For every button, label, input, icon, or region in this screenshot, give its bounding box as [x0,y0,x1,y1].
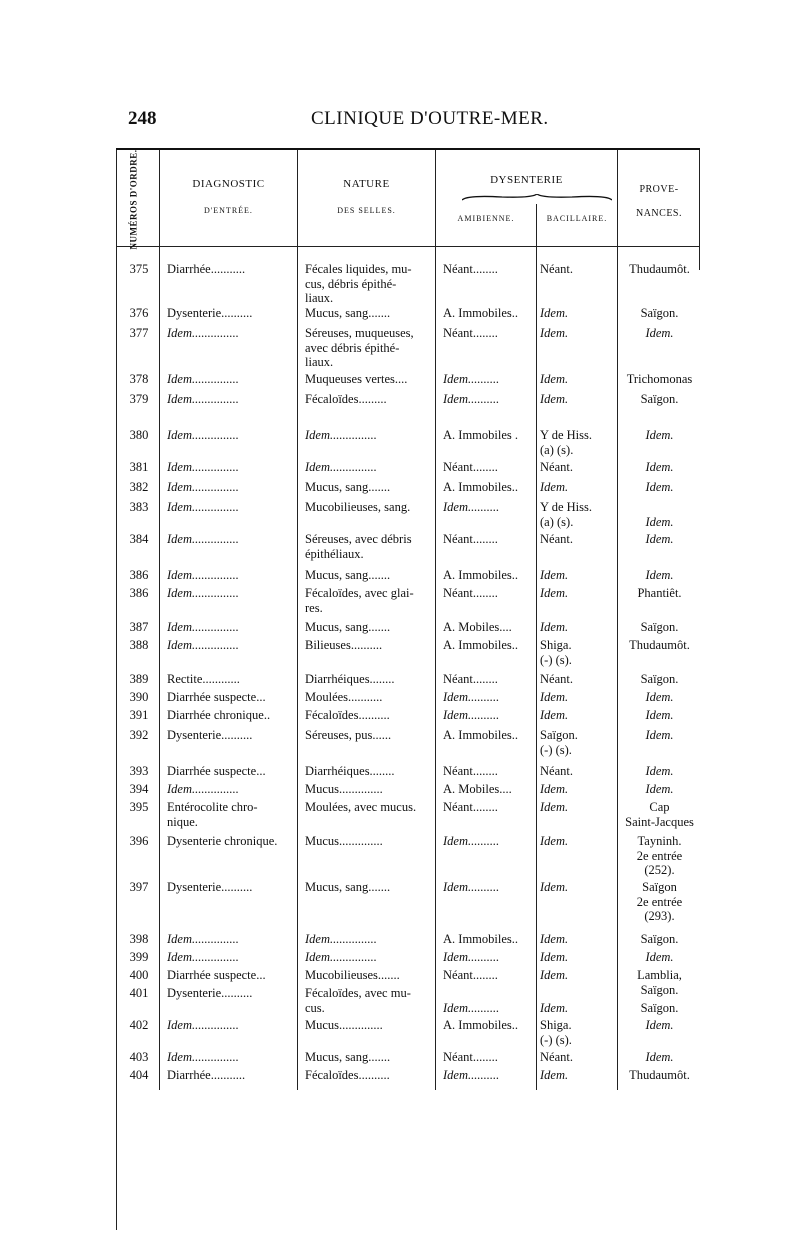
case-number: 395 [129,800,149,814]
diagnostic-cell: Rectite............ [167,672,240,686]
diagnostic-cell: Dysenterie chronique. [167,834,278,848]
case-number: 391 [129,708,149,722]
nature-cell: Mucus.............. [305,834,383,848]
diagnostic-cell: Diarrhée........... [167,262,246,276]
provenance-cell: Saïgon. [640,306,679,320]
diagnostic-cell: Idem............... [167,568,239,582]
provenance-cell: Idem. [645,326,674,340]
case-number: 403 [129,1050,149,1064]
nature-cell: Mucobilieuses, sang. [305,500,411,514]
provenance-cell: Idem. [645,1050,674,1064]
nature-cell: Bilieuses.......... [305,638,383,652]
nature-cell: Mucus, sang....... [305,480,391,494]
diagnostic-cell: Idem............... [167,1018,239,1032]
provenance-cell: Thudaumôt. [629,262,690,276]
case-number: 401 [129,986,149,1000]
amibienne-cell: A. Immobiles.. [443,638,518,652]
diagnostic-cell: Idem............... [167,638,239,652]
provenance-cell: Saïgon. [640,932,679,946]
amibienne-cell: Idem.......... [443,834,500,848]
amibienne-cell: A. Immobiles . [443,428,518,442]
bacillaire-cell: Idem. [540,480,569,494]
nature-subheader: DES SELLES. [337,206,396,215]
nature-cell: Fécaloïdes.......... [305,708,390,722]
amibienne-cell: Idem.......... [443,950,500,964]
bacillaire-cell: Néant. [540,672,573,686]
nature-cell: Mucobilieuses....... [305,968,400,982]
bacillaire-cell: Néant. [540,460,573,474]
numero-header: NUMÉROS D'ORDRE. [128,148,139,250]
bacillaire-cell: Idem. [540,708,569,722]
nature-cell: Séreuses, avec débris épithéliaux. [305,532,412,561]
bacillaire-cell: Idem. [540,568,569,582]
diagnostic-subheader: D'ENTRÉE. [204,206,253,215]
diagnostic-cell: Idem............... [167,460,239,474]
case-number: 389 [129,672,149,686]
case-number: 390 [129,690,149,704]
provenance-cell: Idem. [645,514,674,529]
brace-decoration [462,194,612,202]
bacillaire-cell: Idem. [540,880,569,894]
diagnostic-cell: Dysenterie.......... [167,728,253,742]
amibienne-cell: Néant........ [443,968,498,982]
nature-cell: Diarrhéiques........ [305,672,395,686]
bacillaire-cell: Shiga. (-) (s). [540,1018,572,1047]
amibienne-cell: Néant........ [443,326,498,340]
case-number: 393 [129,764,149,778]
page-number: 248 [128,108,157,129]
amibienne-cell: Idem.......... [443,500,500,514]
nature-cell: Muqueuses vertes.... [305,372,408,386]
amibienne-cell: Néant........ [443,262,498,276]
bacillaire-cell: Néant. [540,532,573,546]
amibienne-cell: A. Immobiles.. [443,306,518,320]
nature-cell: Mucus, sang....... [305,568,391,582]
case-number: 397 [129,880,149,894]
provenance-cell: Idem. [645,460,674,474]
case-number: 381 [129,460,149,474]
nature-cell: Mucus.............. [305,782,383,796]
diagnostic-cell: Idem............... [167,326,239,340]
bacillaire-cell: Y de Hiss. (a) (s). [540,500,592,529]
cases-table [116,148,700,1230]
nature-cell: Moulées, avec mucus. [305,800,417,814]
provenance-cell: Idem. [645,950,674,964]
bacillaire-cell: Idem. [540,690,569,704]
nature-cell: Mucus, sang....... [305,620,391,634]
case-number: 375 [129,262,149,276]
bacillaire-cell: Idem. [540,326,569,340]
diagnostic-cell: Entérocolite chro- nique. [167,800,258,829]
bacillaire-cell: Y de Hiss. (a) (s). [540,428,592,457]
nature-cell: Idem............... [305,950,377,964]
column-divider [159,150,160,1090]
case-number: 382 [129,480,149,494]
diagnostic-cell: Idem............... [167,532,239,546]
nature-cell: Mucus, sang....... [305,1050,391,1064]
nature-cell: Mucus, sang....... [305,306,391,320]
amibienne-cell: Idem.......... [443,690,500,704]
provenance-cell: Idem. [645,690,674,704]
bacillaire-cell: Idem. [540,586,569,600]
provenance-cell: Cap Saint-Jacques [625,800,694,829]
diagnostic-cell: Idem............... [167,620,239,634]
provenance-cell: Idem. [645,708,674,722]
amibienne-cell: Idem.......... [443,1068,500,1082]
case-number: 402 [129,1018,149,1032]
case-number: 387 [129,620,149,634]
provenance-cell: Idem. [645,428,674,442]
provenance-cell: Trichomonas [626,372,693,386]
diagnostic-header: DIAGNOSTIC [192,178,265,190]
diagnostic-cell: Diarrhée suspecte... [167,690,266,704]
case-number: 396 [129,834,149,848]
nature-header: NATURE [343,178,390,190]
provenance-cell: Idem. [645,764,674,778]
amibienne-cell: Néant........ [443,586,498,600]
dysenterie-header: DYSENTERIE [490,174,563,186]
amibienne-cell: A. Immobiles.. [443,1018,518,1032]
diagnostic-cell: Idem............... [167,1050,239,1064]
nature-cell: Séreuses, muqueuses, avec débris épithé- liaux. [305,326,414,369]
bacillaire-cell: Idem. [540,392,569,406]
column-divider [435,150,436,1090]
nature-cell: Fécaloïdes, avec glai- res. [305,586,414,615]
column-divider [536,204,537,1090]
diagnostic-cell: Idem............... [167,428,239,442]
bacillaire-cell: Néant. [540,764,573,778]
amibienne-header: AMIBIENNE. [457,214,515,223]
provenance-cell: Idem. [645,480,674,494]
diagnostic-cell: Dysenterie.......... [167,306,253,320]
column-divider [297,150,298,1090]
case-number: 386 [129,586,149,600]
bacillaire-cell: Idem. [540,782,569,796]
nature-cell: Séreuses, pus...... [305,728,392,742]
bacillaire-cell: Idem. [540,372,569,386]
provenance-cell: Saïgon. [640,1000,679,1015]
case-number: 399 [129,950,149,964]
bacillaire-cell: Néant. [540,1050,573,1064]
bacillaire-header: BACILLAIRE. [546,214,608,223]
diagnostic-cell: Idem............... [167,950,239,964]
amibienne-cell: Néant........ [443,800,498,814]
diagnostic-cell: Idem............... [167,932,239,946]
amibienne-cell: A. Mobiles.... [443,782,512,796]
case-number: 378 [129,372,149,386]
case-number: 400 [129,968,149,982]
case-number: 392 [129,728,149,742]
amibienne-cell: Idem.......... [443,880,500,894]
bacillaire-cell: Idem. [540,1000,569,1015]
diagnostic-cell: Diarrhée chronique.. [167,708,271,722]
bacillaire-cell: Idem. [540,1068,569,1082]
bacillaire-cell: Idem. [540,968,569,982]
bacillaire-cell: Idem. [540,932,569,946]
nature-cell: Fécales liquides, mu- cus, débris épithé- liaux. [305,262,412,305]
diagnostic-cell: Diarrhée........... [167,1068,246,1082]
amibienne-cell: Idem.......... [443,708,500,722]
provenance-cell: Phantiêt. [637,586,682,600]
amibienne-cell: Idem.......... [443,392,500,406]
nature-cell: Fécaloïdes......... [305,392,387,406]
provenance-cell: Tayninh. 2e entrée (252). [636,834,683,877]
provenance-cell: Idem. [645,568,674,582]
case-number: 383 [129,500,149,514]
nature-cell: Diarrhéiques........ [305,764,395,778]
page-header [0,104,800,134]
provenance-cell: Thudaumôt. [629,1068,690,1082]
amibienne-cell: A. Immobiles.. [443,568,518,582]
diagnostic-cell: Idem............... [167,500,239,514]
bacillaire-cell: Idem. [540,800,569,814]
case-number: 377 [129,326,149,340]
nature-cell: Idem............... [305,428,377,442]
nature-cell: Mucus, sang....... [305,880,391,894]
diagnostic-cell: Dysenterie.......... [167,880,253,894]
case-number: 404 [129,1068,149,1082]
diagnostic-cell: Idem............... [167,586,239,600]
case-number: 386 [129,568,149,582]
amibienne-cell: A. Immobiles.. [443,480,518,494]
diagnostic-cell: Diarrhée suspecte... [167,764,266,778]
provenance-cell: Saïgon. [640,620,679,634]
amibienne-cell: Idem.......... [443,372,500,386]
case-number: 380 [129,428,149,442]
amibienne-cell: Idem.......... [443,1000,500,1015]
provenance-cell: Saïgon. [640,672,679,686]
nature-cell: Fécaloïdes, avec mu- cus. [305,986,411,1015]
amibienne-cell: Néant........ [443,460,498,474]
diagnostic-cell: Dysenterie.......... [167,986,253,1000]
page-title: CLINIQUE D'OUTRE-MER. [311,108,549,129]
bacillaire-cell: Idem. [540,306,569,320]
bacillaire-cell: Idem. [540,620,569,634]
provenances-header: PROVE- NANCES. [635,184,682,219]
diagnostic-cell: Idem............... [167,392,239,406]
amibienne-cell: A. Immobiles.. [443,932,518,946]
amibienne-cell: Néant........ [443,532,498,546]
provenance-cell: Thudaumôt. [629,638,690,652]
amibienne-cell: Néant........ [443,764,498,778]
bacillaire-cell: Idem. [540,950,569,964]
nature-cell: Moulées........... [305,690,383,704]
case-number: 398 [129,932,149,946]
case-number: 379 [129,392,149,406]
diagnostic-cell: Idem............... [167,372,239,386]
amibienne-cell: A. Mobiles.... [443,620,512,634]
provenance-cell: Idem. [645,1018,674,1032]
provenance-cell: Saïgon. [640,392,679,406]
bacillaire-cell: Idem. [540,834,569,848]
nature-cell: Idem............... [305,932,377,946]
provenance-cell: Idem. [645,728,674,742]
case-number: 394 [129,782,149,796]
provenance-cell: Saïgon 2e entrée (293). [636,880,683,923]
amibienne-cell: A. Immobiles.. [443,728,518,742]
table-border-left [116,150,117,1230]
nature-cell: Mucus.............. [305,1018,383,1032]
nature-cell: Fécaloïdes.......... [305,1068,390,1082]
amibienne-cell: Néant........ [443,672,498,686]
case-number: 376 [129,306,149,320]
bacillaire-cell: Shiga. (-) (s). [540,638,572,667]
provenance-cell: Idem. [645,532,674,546]
diagnostic-cell: Diarrhée suspecte... [167,968,266,982]
provenance-cell: Idem. [645,782,674,796]
amibienne-cell: Néant........ [443,1050,498,1064]
header-rule [116,246,700,247]
bacillaire-cell: Néant. [540,262,573,276]
diagnostic-cell: Idem............... [167,480,239,494]
nature-cell: Idem............... [305,460,377,474]
case-number: 384 [129,532,149,546]
bacillaire-cell: Saïgon. (-) (s). [540,728,578,757]
diagnostic-cell: Idem............... [167,782,239,796]
provenance-cell: Lamblia, Saïgon. [637,968,682,997]
case-number: 388 [129,638,149,652]
